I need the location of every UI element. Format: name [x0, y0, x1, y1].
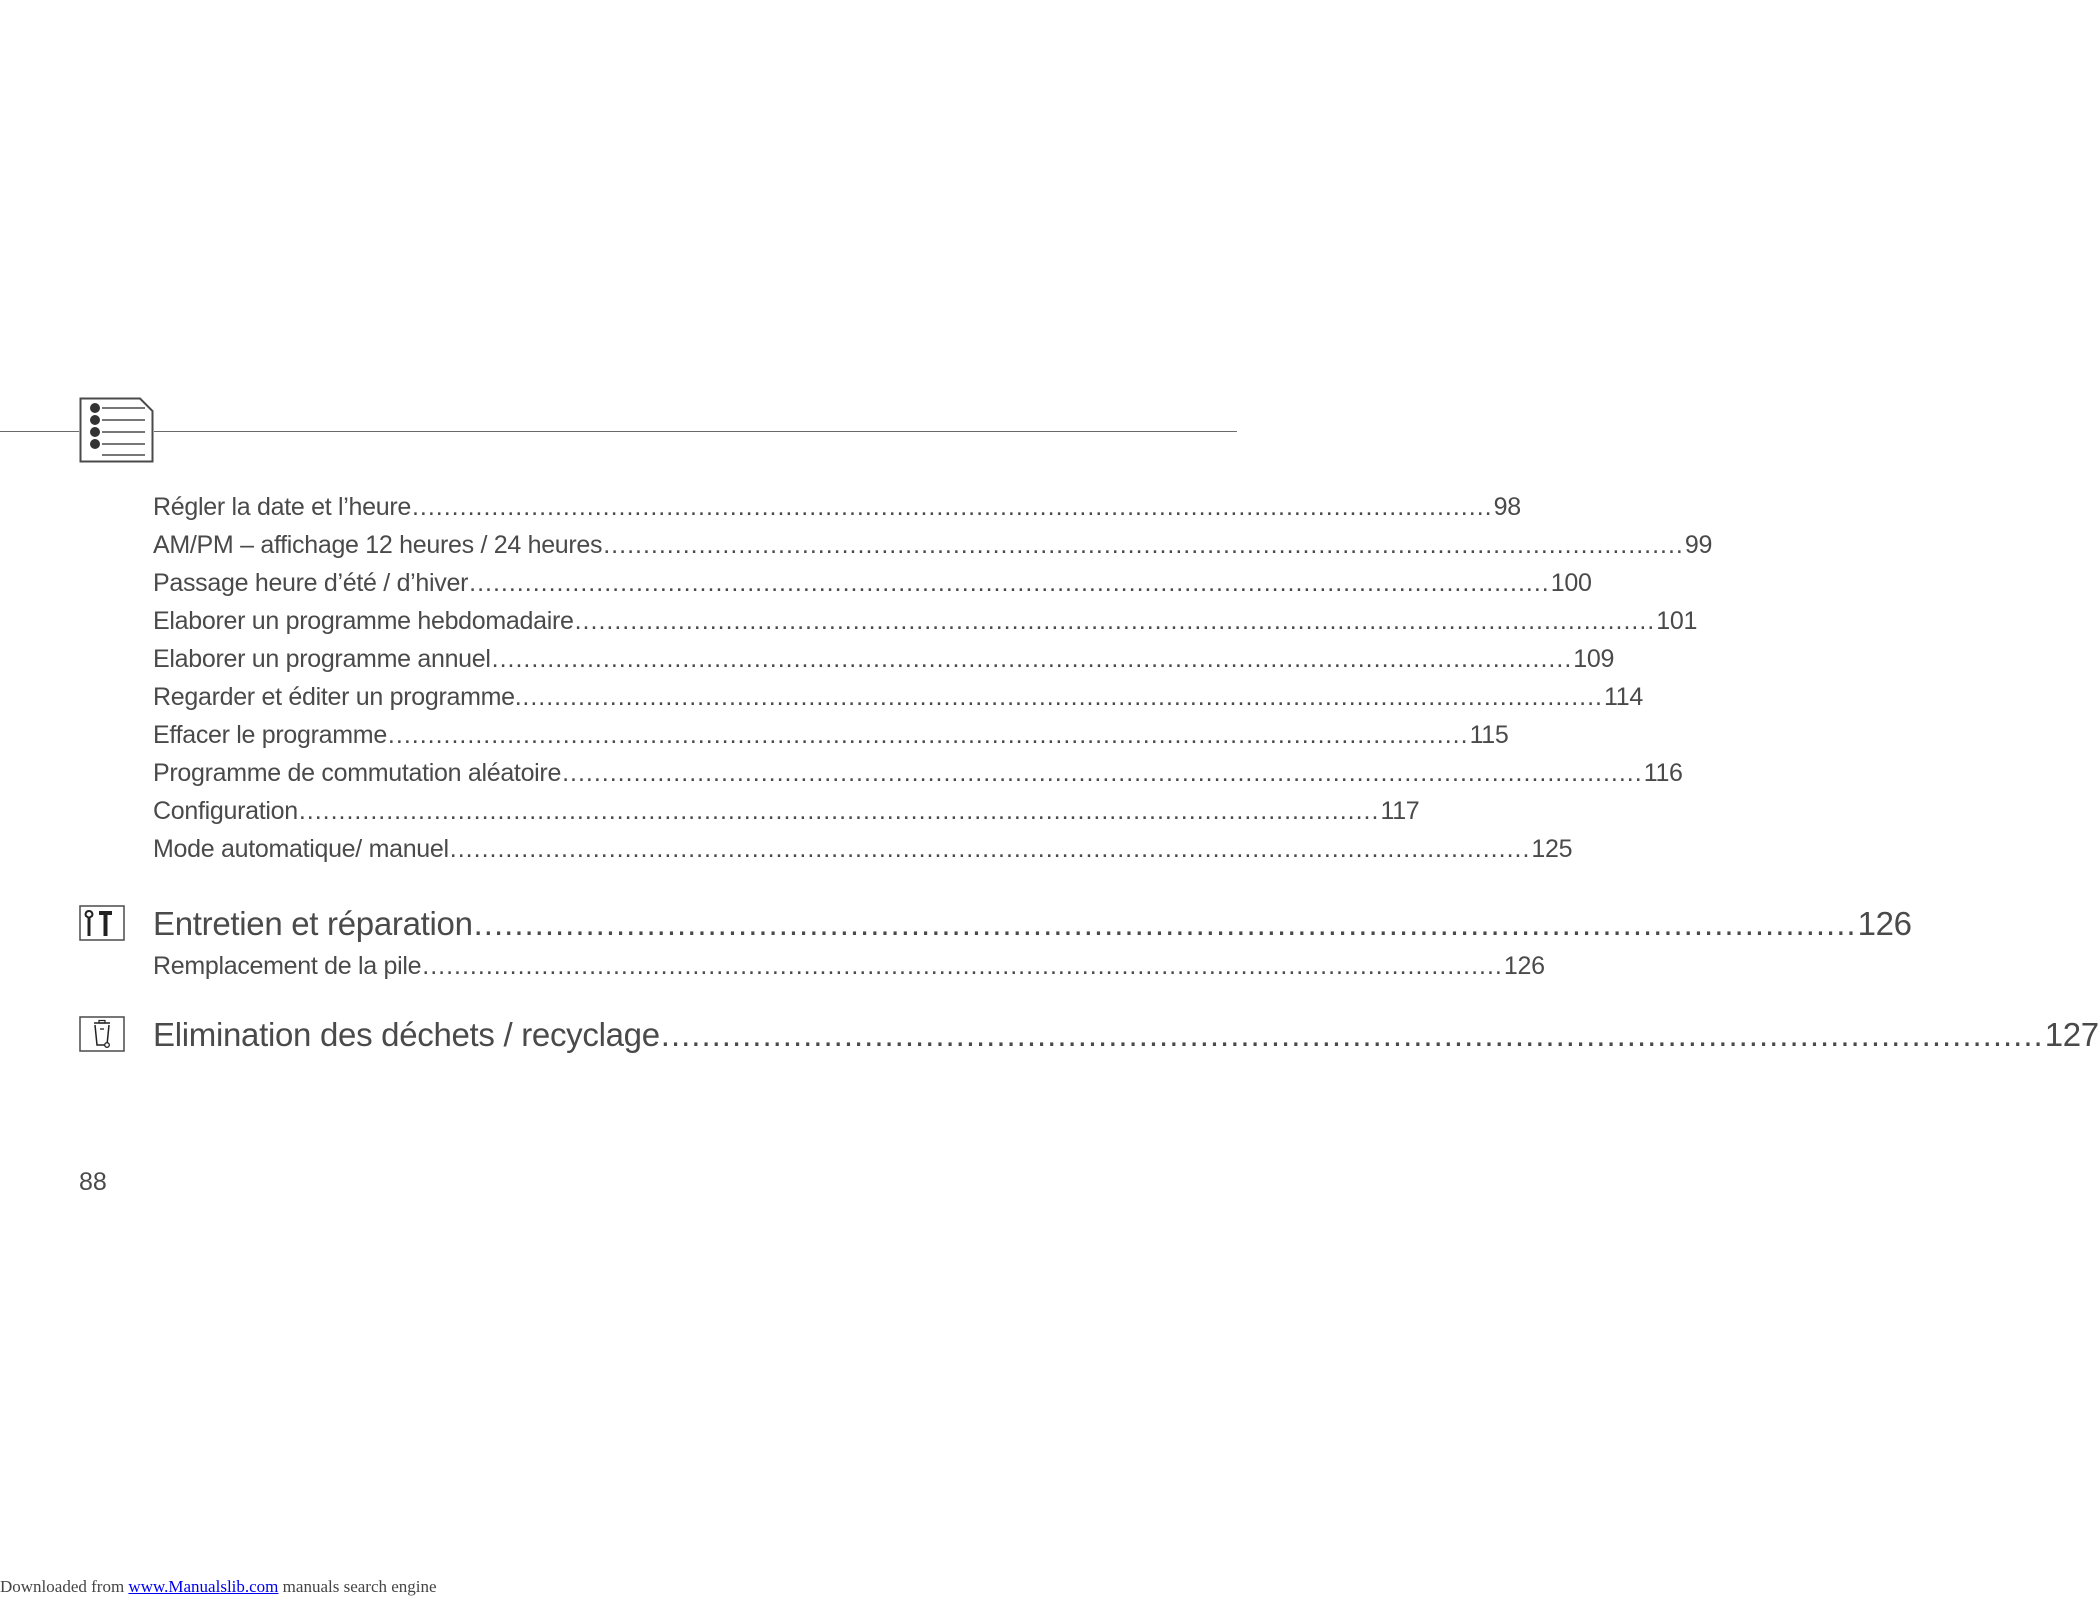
toc-entry-label: Régler la date et l’heure [153, 493, 411, 521]
toc-entry-page: 125 [1531, 835, 1573, 863]
toc-entry-page: 114 [1604, 683, 1643, 711]
toc-entry[interactable] [153, 680, 1643, 714]
toc-entry-page: 99 [1684, 531, 1713, 559]
toc-entry-page: 117 [1380, 797, 1420, 825]
leader-dots: ........................................................................................................................................ [522, 683, 1604, 711]
toc-entry-page: 101 [1656, 607, 1698, 635]
toc-entry[interactable] [153, 832, 1573, 866]
toc-section-maintenance[interactable] [153, 903, 1912, 945]
toc-entry-page: 98 [1493, 493, 1521, 521]
leader-dots: ........................................................................................................................................ [473, 905, 1857, 942]
section-page: 126 [1857, 905, 1912, 942]
toc-entry-label: AM/PM – affichage 12 heures / 24 heures [153, 531, 603, 559]
leader-dots: ........................................................................................................................................ [562, 759, 1643, 787]
download-footer [0, 1577, 437, 1597]
tools-icon [79, 905, 125, 941]
toc-entry-page: 100 [1550, 569, 1592, 597]
page-number: 88 [79, 1168, 107, 1196]
toc-entry-label: Regarder et éditer un programme. [153, 683, 522, 711]
section-title: Entretien et réparation [153, 905, 473, 942]
toc-entry-label: Remplacement de la pile [153, 952, 422, 980]
toc-entry-label: Passage heure d’été / d’hiver [153, 569, 469, 597]
list-icon [79, 397, 154, 463]
footer-suffix: manuals search engine [278, 1577, 437, 1596]
toc-entry[interactable] [153, 528, 1713, 562]
leader-dots: ........................................................................................................................................ [298, 797, 1380, 825]
leader-dots: ........................................................................................................................................ [411, 493, 1493, 521]
leader-dots: ........................................................................................................................................ [422, 952, 1503, 980]
toc-entry-label: Elaborer un programme hebdomadaire [153, 607, 574, 635]
footer-prefix: Downloaded from [0, 1577, 129, 1596]
toc-entry[interactable] [153, 566, 1592, 600]
toc-entry[interactable] [153, 642, 1615, 676]
section-page: 127 [2044, 1016, 2099, 1053]
leader-dots: ........................................................................................................................................ [574, 607, 1656, 635]
toc-entry-label: Mode automatique/ manuel [153, 835, 449, 863]
leader-dots: ........................................................................................................................................ [469, 569, 1550, 597]
toc-section-disposal[interactable] [153, 1014, 2099, 1056]
toc-entry[interactable] [153, 949, 1545, 983]
manualslib-link[interactable]: www.Manualslib.com [128, 1577, 279, 1596]
leader-dots: ........................................................................................................................................ [387, 721, 1469, 749]
toc-entry[interactable] [153, 718, 1509, 752]
leader-dots: ........................................................................................................................................ [660, 1016, 2044, 1053]
toc-entry[interactable] [153, 604, 1698, 638]
leader-dots: ........................................................................................................................................ [491, 645, 1573, 673]
toc-entry[interactable] [153, 490, 1521, 524]
toc-entry-label: Effacer le programme [153, 721, 387, 749]
leader-dots: ........................................................................................................................................ [603, 531, 1684, 559]
toc-entry-label: Configuration [153, 797, 298, 825]
recycle-bin-icon [79, 1016, 125, 1052]
toc-entry[interactable] [153, 794, 1420, 828]
leader-dots: ........................................................................................................................................ [449, 835, 1531, 863]
section-title: Elimination des déchets / recyclage [153, 1016, 660, 1053]
toc-entry[interactable] [153, 756, 1683, 790]
header-rule [0, 431, 1237, 432]
toc-entry-page: 116 [1643, 759, 1683, 787]
toc-entry-label: Elaborer un programme annuel [153, 645, 491, 673]
toc-entry-page: 109 [1573, 645, 1615, 673]
toc-entry-page: 115 [1469, 721, 1509, 749]
toc-entry-label: Programme de commutation aléatoire [153, 759, 562, 787]
toc-entry-page: 126 [1503, 952, 1545, 980]
